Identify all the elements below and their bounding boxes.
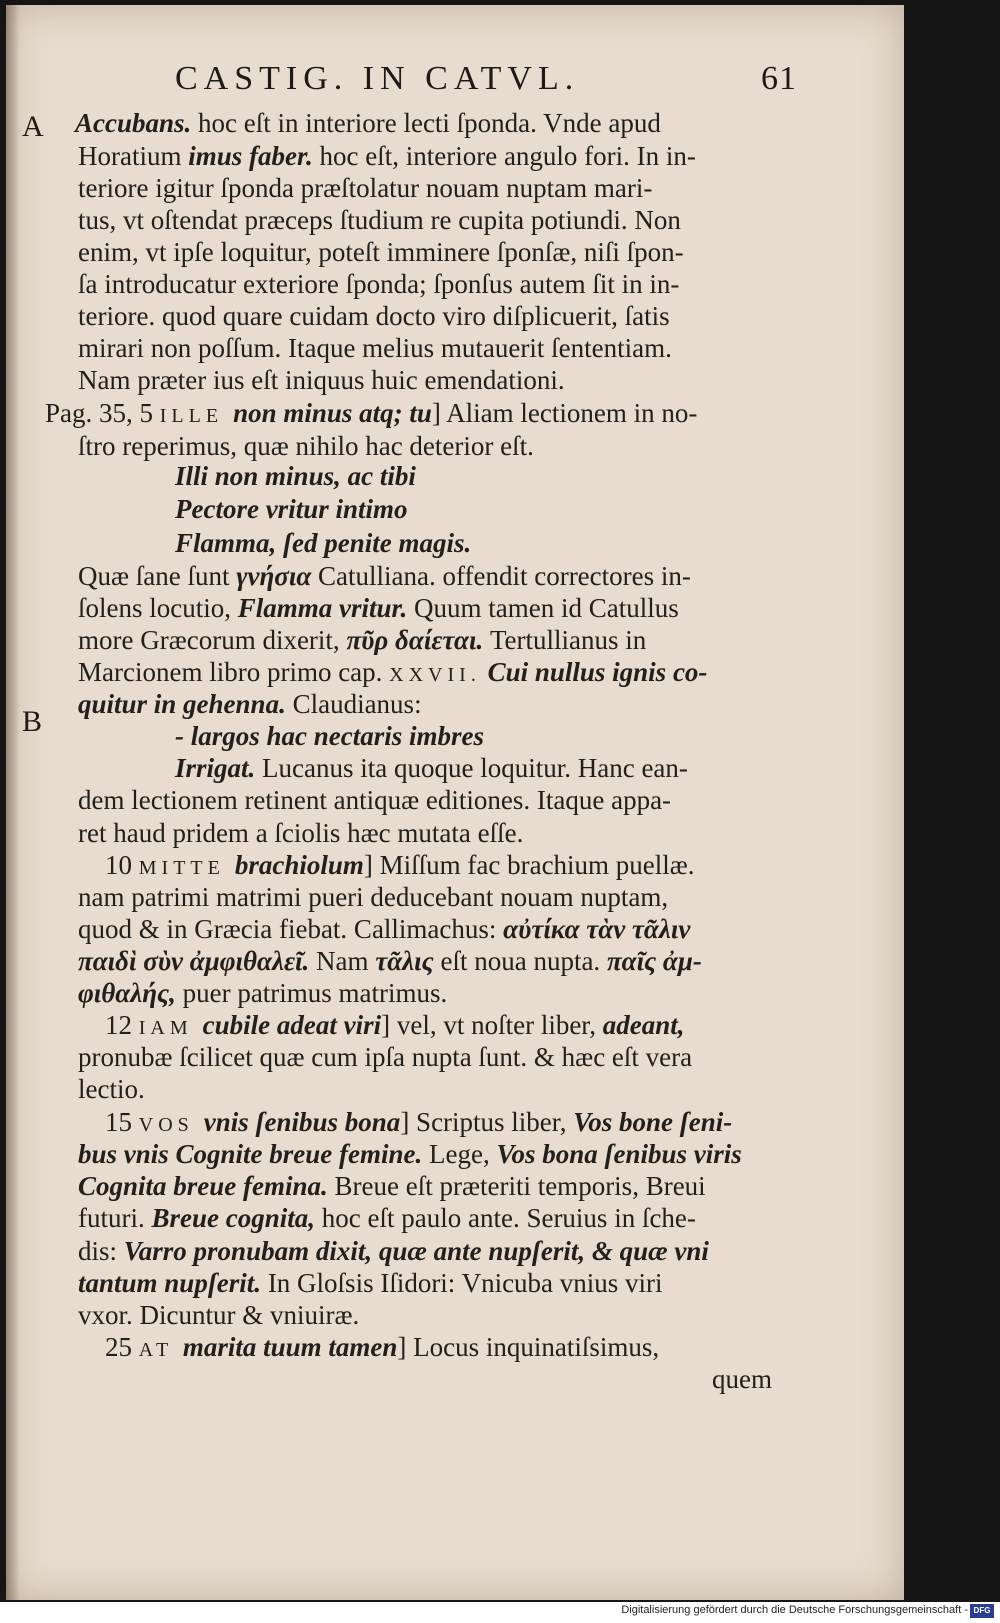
italic-text: marita tuum tamen: [182, 1332, 398, 1362]
italic-text: cubile adeat viri: [202, 1010, 382, 1040]
text-line: [175, 527, 471, 559]
text-span: tus, vt oſtendat præceps ſtudium re cupita potiundi. Non: [78, 205, 681, 235]
text-line: [78, 204, 681, 236]
italic-text: Accubans.: [75, 108, 192, 138]
text-line: [78, 881, 668, 913]
italic-text: brachiolum: [234, 850, 364, 880]
text-line: [78, 1170, 706, 1202]
small-caps-text: AT: [138, 1339, 183, 1361]
text-line: [78, 1235, 709, 1267]
text-line: [45, 397, 697, 432]
dfg-logo: DFG: [970, 1604, 994, 1618]
text-line: [175, 460, 416, 492]
text-line: [78, 332, 672, 364]
margin-letter-b: B: [22, 705, 43, 738]
text-span: Nam: [309, 946, 376, 976]
text-line: [78, 1299, 359, 1331]
italic-text: Vos bone ſeni-: [573, 1107, 733, 1137]
page-number: 61: [761, 60, 797, 97]
italic-text: Cognita breue femina.: [78, 1171, 328, 1201]
italic-text: Pectore vritur intimo: [175, 494, 408, 524]
text-line: [78, 560, 691, 592]
text-span: hoc eſt, interiore angulo fori. In in-: [312, 141, 696, 171]
text-span: Breue eſt præteriti temporis, Breui: [327, 1171, 706, 1201]
text-span: lectio.: [78, 1074, 145, 1104]
text-span: Marcionem libro primo cap.: [78, 657, 390, 687]
margin-letter-a: A: [22, 110, 44, 143]
text-span: Tertullianus in: [483, 625, 647, 655]
text-span: ] Scriptus liber,: [400, 1107, 574, 1137]
text-line: [78, 784, 671, 816]
italic-text: non minus atq; tu: [233, 398, 432, 428]
text-span: puer patrimus matrimus.: [175, 978, 448, 1008]
text-line: [78, 656, 707, 691]
text-line: [78, 172, 652, 204]
text-line: [78, 624, 646, 656]
text-line: [78, 430, 534, 462]
text-line: [78, 1138, 742, 1170]
text-line: [78, 300, 670, 332]
text-line: [712, 1363, 772, 1395]
italic-text: tantum nupſerit.: [78, 1268, 262, 1298]
text-span: ] Aliam lectionem in no-: [431, 398, 698, 428]
text-span: more Græcorum dixerit,: [78, 625, 347, 655]
text-span: mirari non poſſum. Itaque melius mutauerit ſententiam.: [78, 333, 672, 363]
text-line: [78, 977, 447, 1009]
running-title: CASTIG. IN CATVL.: [175, 60, 580, 97]
text-line: [78, 913, 690, 945]
italic-text: Flamma, ſed penite magis.: [175, 528, 472, 558]
italic-text: Vos bona ſenibus viris: [496, 1139, 742, 1169]
text-line: [175, 720, 484, 752]
text-span: 10: [105, 850, 139, 880]
text-line: [78, 945, 702, 977]
text-line: [105, 1106, 732, 1141]
italic-text: Illi non minus, ac tibi: [175, 461, 416, 491]
italic-text: Breue cognita,: [151, 1203, 316, 1233]
text-line: [78, 268, 679, 300]
italic-text: vnis ſenibus bona: [203, 1107, 401, 1137]
text-span: pronubæ ſcilicet quæ cum ipſa nupta ſunt. & hæc eſt vera: [78, 1042, 693, 1072]
text-span: ] Locus inquinatiſsimus,: [397, 1332, 660, 1362]
italic-text: - largos hac nectaris imbres: [175, 721, 485, 751]
funding-notice: Digitalisierung gefördert durch die Deutsche Forschungsgemeinschaft -: [621, 1604, 968, 1616]
text-span: Lucanus ita quoque loquitur. Hanc ean-: [255, 753, 688, 783]
text-span: Lege,: [422, 1139, 497, 1169]
text-line: [75, 107, 661, 139]
text-span: teriore igitur ſponda præſtolatur nouam nuptam mari-: [78, 173, 653, 203]
text-line: [78, 688, 422, 720]
italic-text: quitur in gehenna.: [78, 689, 286, 719]
text-span: enim, vt ipſe loquitur, poteſt imminere ſponſæ, niſi ſpon-: [78, 237, 684, 267]
text-span: Nam præter ius eſt iniquus huic emendationi.: [78, 365, 565, 395]
small-caps-text: ILLE: [159, 405, 234, 427]
small-caps-text: MITTE: [138, 857, 235, 879]
italic-text: Flamma vritur.: [237, 593, 408, 623]
text-span: Horatium: [78, 141, 189, 171]
text-span: dis:: [78, 1236, 124, 1266]
text-span: ſtro reperimus, quæ nihilo hac deterior eſt.: [78, 431, 534, 461]
text-span: hoc eſt paulo ante. Seruius in ſche-: [315, 1203, 696, 1233]
text-span: quem: [712, 1364, 772, 1394]
italic-text: παιδὶ σὺν ἀμφιθαλεῖ.: [78, 946, 310, 976]
text-line: [78, 364, 565, 396]
text-span: quod & in Græcia fiebat. Callimachus:: [78, 914, 504, 944]
text-span: Catulliana. offendit correctores in-: [311, 561, 691, 591]
text-span: dem lectionem retinent antiquæ editiones. Itaque appa-: [78, 785, 672, 815]
text-span: Quæ ſane ſunt: [78, 561, 237, 591]
text-span: ſolens locutio,: [78, 593, 238, 623]
italic-text: αὐτίκα τὰν τᾶλιν: [503, 914, 691, 944]
text-line: [105, 849, 695, 884]
text-line: [105, 1009, 684, 1044]
text-span: Claudianus:: [285, 689, 422, 719]
text-line: [175, 752, 688, 784]
running-header: [175, 60, 797, 98]
italic-text: Irrigat.: [175, 753, 256, 783]
text-line: [78, 236, 684, 268]
text-span: ] vel, vt noſter liber,: [381, 1010, 603, 1040]
text-line: [175, 493, 408, 525]
text-span: ] Miſſum fac brachium puellæ.: [363, 850, 695, 880]
text-span: In Gloſsis Iſidori: Vnicuba vnius viri: [261, 1268, 663, 1298]
small-caps-text: VOS: [138, 1114, 204, 1136]
text-line: [78, 1202, 696, 1234]
text-span: 12: [105, 1010, 139, 1040]
text-span: Quum tamen id Catullus: [407, 593, 679, 623]
text-line: [78, 1073, 145, 1105]
italic-text: γνήσια: [236, 561, 312, 591]
text-span: eſt noua nupta.: [433, 946, 607, 976]
italic-text: bus vnis Cognite breue femine.: [78, 1139, 423, 1169]
italic-text: adeant,: [602, 1010, 685, 1040]
text-span: 25: [105, 1332, 139, 1362]
text-line: [105, 1331, 659, 1366]
italic-text: τᾶλις: [375, 946, 434, 976]
italic-text: Varro pronubam dixit, quæ ante nupſerit, & quæ vni: [123, 1236, 709, 1266]
text-line: [78, 817, 523, 849]
text-span: nam patrimi matrimi pueri deducebant nouam nuptam,: [78, 882, 669, 912]
italic-text: Cui nullus ignis co-: [487, 657, 708, 687]
text-span: teriore. quod quare cuidam docto viro diſplicuerit, ſatis: [78, 301, 670, 331]
italic-text: παῖς ἀμ-: [606, 946, 702, 976]
text-span: [481, 657, 488, 687]
page-spine-shadow: [6, 5, 20, 1600]
small-caps-text: XXVII.: [389, 664, 481, 686]
italic-text: imus faber.: [188, 141, 313, 171]
small-caps-text: IAM: [138, 1017, 203, 1039]
italic-text: φιθαλής,: [78, 978, 176, 1008]
text-line: [78, 1267, 663, 1299]
text-line: [78, 1041, 692, 1073]
text-span: 15: [105, 1107, 139, 1137]
text-span: Pag. 35, 5: [45, 398, 160, 428]
text-span: futuri.: [78, 1203, 152, 1233]
text-span: vxor. Dicuntur & vniuiræ.: [78, 1300, 360, 1330]
text-span: ret haud pridem a ſciolis hæc mutata eſſe.: [78, 818, 524, 848]
text-span: ſa introducatur exteriore ſponda; ſponſus autem ſit in in-: [78, 269, 680, 299]
italic-text: πῦρ δαίεται.: [346, 625, 484, 655]
text-line: [78, 140, 696, 172]
text-span: hoc eſt in interiore lecti ſponda. Vnde apud: [191, 108, 661, 138]
text-line: [78, 592, 679, 624]
